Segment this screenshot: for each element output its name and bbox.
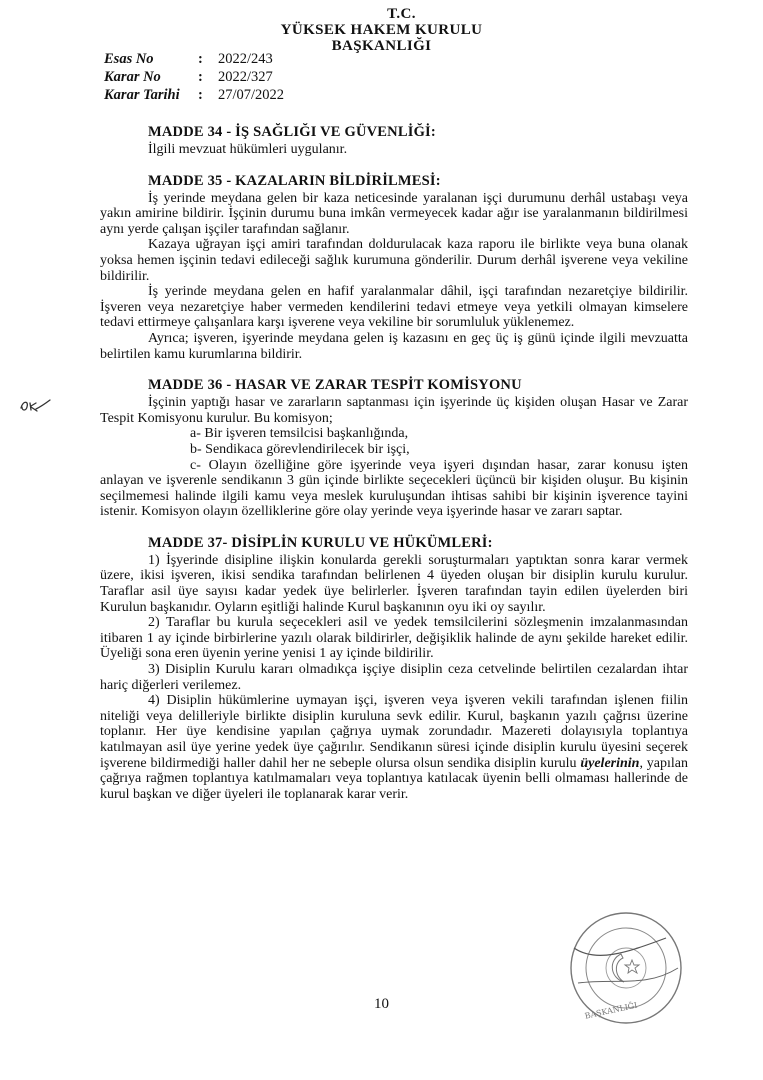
header-tc: T.C. [387,6,416,22]
decision-date-label: Karar Tarihi [104,87,180,103]
article-paragraph: İşçinin yaptığı hasar ve zararların saptanması için işyerinde üç kişiden oluşan Hasar ve Zarar Tespit Komisyonu kurulur. Bu komisyon; [100,395,688,426]
article-35 [100,173,688,363]
article-paragraph [100,693,688,802]
case-number-value: 2022/243 [218,51,273,67]
article-paragraph: İlgili mevzuat hükümleri uygulanır. [148,142,348,157]
decision-number-value: 2022/327 [218,69,273,85]
separator: : [198,87,203,103]
article-paragraph: 3) Disiplin Kurulu kararı olmadıkça işçiye disiplin ceza cetvelinde belirtilen cezalardan ihtar hariç diğerleri verilemez. [100,662,688,693]
article-36 [100,377,688,520]
handwritten-initials [18,394,52,421]
article-paragraph: 1) İşyerinde disipline ilişkin konularda gerekli soruşturmaları yaptıktan sonra karar vermek üzere, ikisi işveren, ikisi sendika tarafından belirlenen 4 üyeden oluşan bir disiplin kurulu kurulur. Taraflar asil üye sayısı kadar yedek üye belirlerler. İşveren tarafından tayin edilen üyelerden biri Kurulun başkanıdır. Oyların eşitliği halinde Kurul başkanının oyu iki oy sayılır. [100,552,688,615]
case-info [104,50,284,104]
case-info-row [104,50,284,68]
article-title: MADDE 36 - HASAR VE ZARAR TESPİT KOMİSYONU [148,377,522,394]
article-title: MADDE 34 - İŞ SAĞLIĞI VE GÜVENLİĞİ: [148,124,436,140]
case-info-row [104,68,284,86]
list-item: c- Olayın özelliğine göre işyerinde veya işyeri dışından hasar, zarar konusu işten anlayan ve işverenle sendikanın 3 gün içinde birlikte seçecekleri üçüncü bir kişiden oluşur. Bu kişinin seçilmemesi halinde ilgili kamu veya meslek kuruluşundan ihtisas sahibi bir kişinin işverence tayini istenir. Komisyon olayın özelliklerine göre olay yerinde veya işyerinde hasar ve zararı saptar. [100,457,688,520]
decision-date-value: 27/07/2022 [218,87,285,103]
decision-number-label: Karar No [104,69,161,85]
seal-text: BAŞKANLIĞI [583,1000,639,1021]
article-34 [100,124,688,158]
article-paragraph: Ayrıca; işveren, işyerinde meydana gelen iş kazasını en geç üç iş günü içinde ilgili mevzuatta belirtilen kamu kurumlarına bildirir. [100,330,688,362]
header-department: BAŞKANLIĞI [331,38,432,54]
case-info-row [104,86,284,104]
header-institution: YÜKSEK HAKEM KURULU [280,22,483,38]
article-paragraph: İş yerinde meydana gelen bir kaza neticesinde yaralanan işçi durumunu derhâl ustabaşı veya yakın amirine bildirir. İşçinin durumu buna imkân vermeyecek kadar ağır ise yaralanmanın bildirilmesi aynı yerde çalışan işçiler tarafından sağlanır. [100,190,688,237]
list-item: a- Bir işveren temsilcisi başkanlığında, [190,426,409,442]
paragraph-text: 4) Disiplin hükümlerine uymayan işçi, işveren veya işveren vekili tarafından işlenen fiilin niteliği veya delilleriyle birlikte disiplin kuruluna sevk edilir. Kurul, başkanın yazılı çağrısı üzerine toplanır. Her üye kendisine yapılan çağrıya uymak zorundadır. Mazereti dolayısıyla toplantıya katılmayan asil üye yerine yedek üye çağırılır. Sendikanın süresi içinde disiplin kurulu üyesini seçerek işverene bildirmediği haller dahil her ne sebeple olursa olsun sendika disiplin kurulu [100,693,688,771]
document-body [100,124,688,817]
separator: : [198,51,203,67]
article-title: MADDE 35 - KAZALARIN BİLDİRİLMESİ: [148,172,441,189]
emphasized-text: üyelerinin [580,755,640,771]
paragraph-text: , yapılan çağrıya rağmen toplantıya katılmamaları veya toplantıya katılacak üyenin belli olmaması hallerinde de kurul başkan ve diğer üyeleri ile toplanarak karar verir. [100,755,688,802]
document-header [0,6,763,54]
list-item: b- Sendikaca görevlendirilecek bir işçi, [190,441,410,457]
separator: : [198,69,203,85]
article-title: MADDE 37- DİSİPLİN KURULU VE HÜKÜMLERİ: [148,534,493,551]
article-37 [100,535,688,803]
page-number: 10 [374,996,389,1012]
official-seal [566,908,686,1028]
article-paragraph: İş yerinde meydana gelen en hafif yaralanmalar dâhil, işçi tarafından nezaretçiye bildirilir. İşveren veya nezaretçiye haber vermeden kendilerini tedavi etmeye veya yetkili olmayan kimselere tedavi ettirmeye çalışanlara karşı işverene veya vekiline bir sorumluluk yüklenemez. [100,284,688,331]
article-paragraph: 2) Taraflar bu kurula seçecekleri asil ve yedek temsilcilerini sözleşmenin imzalanmasından itibaren 1 ay içinde birbirlerine yazılı olarak bildirirler, değişiklik halinde de aynı şekilde hareket edilir. Üyeliği sona eren üyenin yerine yenisi 1 ay içinde bildirilir. [100,615,688,662]
case-number-label: Esas No [104,51,154,67]
article-paragraph: Kazaya uğrayan işçi amiri tarafından doldurulacak kaza raporu ile birlikte veya buna olanak yoksa hemen işçinin tedavi edileceği sağlık kurumuna gönderilir. Durum derhâl işverene veya vekiline bildirilir. [100,237,688,284]
